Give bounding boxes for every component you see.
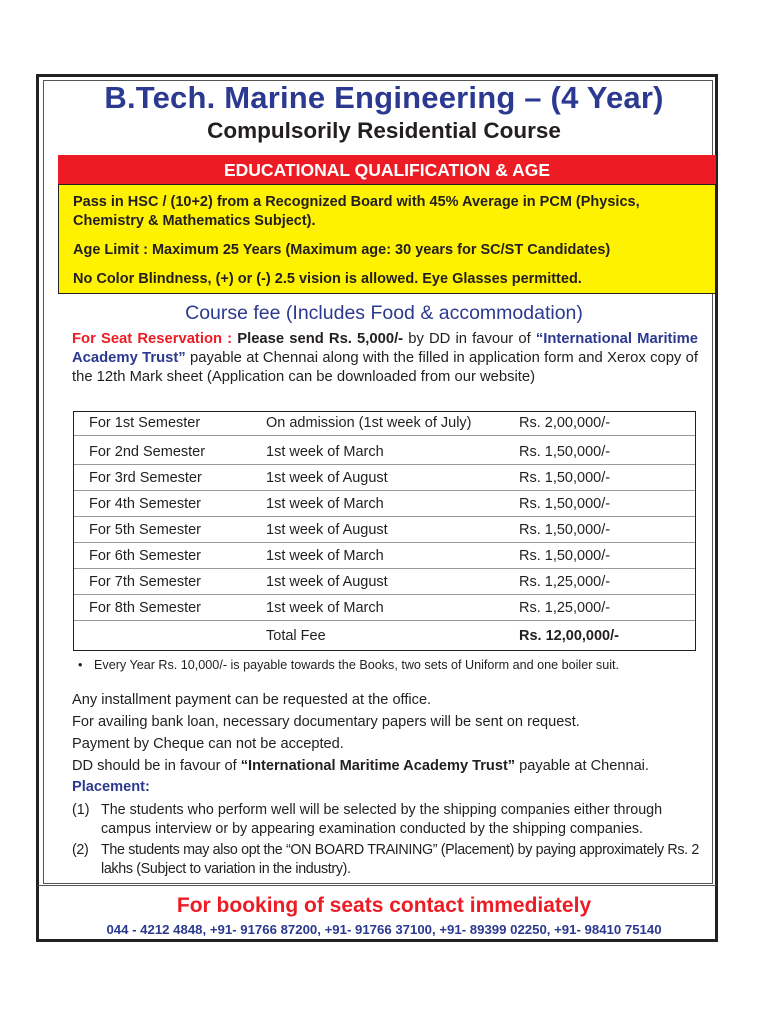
- fee-table: [73, 411, 696, 651]
- fee-due-date: 1st week of August: [266, 574, 388, 590]
- fee-due-date: On admission (1st week of July): [266, 415, 472, 431]
- installment-info: Any installment payment can be requested at the office.: [72, 692, 432, 708]
- placement-item-number: (2): [72, 842, 89, 858]
- fee-amount: Rs. 1,50,000/-: [519, 522, 611, 538]
- age-limit: Age Limit : Maximum 25 Years (Maximum age: 30 years for SC/ST Candidates): [73, 242, 611, 258]
- vision-requirement: No Color Blindness, (+) or (-) 2.5 vision is allowed. Eye Glasses permitted.: [73, 271, 582, 287]
- seat-dd-text: by DD in favour of: [403, 331, 536, 347]
- fee-due-date: 1st week of August: [266, 470, 388, 486]
- course-fee-heading: Course fee (Includes Food & accommodation): [185, 302, 583, 324]
- fee-amount: Rs. 1,50,000/-: [519, 496, 611, 512]
- books-note-text: Every Year Rs. 10,000/- is payable towards the Books, two sets of Uniform and one boiler suit.: [94, 658, 620, 672]
- fee-amount: Rs. 2,00,000/-: [519, 415, 611, 431]
- fee-row: [74, 439, 695, 465]
- fee-due-date: 1st week of March: [266, 600, 384, 616]
- fee-semester: For 8th Semester: [89, 600, 202, 616]
- total-label: Total Fee: [266, 628, 326, 644]
- dd-trust-name: “International Maritime Academy Trust”: [240, 758, 516, 774]
- fee-row: [74, 410, 695, 436]
- placement-label: Placement:: [72, 779, 150, 795]
- qualification-line-1: Pass in HSC / (10+2) from a Recognized Board with 45% Average in PCM (Physics,: [73, 194, 640, 210]
- dd-prefix: DD should be in favour of: [72, 758, 241, 774]
- fee-row: [74, 595, 695, 621]
- fee-amount: Rs. 1,50,000/-: [519, 470, 611, 486]
- cheque-info: Payment by Cheque can not be accepted.: [72, 736, 344, 752]
- page-subtitle: Compulsorily Residential Course: [207, 118, 561, 143]
- fee-amount: Rs. 1,50,000/-: [519, 444, 611, 460]
- contact-phones: 044 - 4212 4848, +91- 91766 87200, +91- 91766 37100, +91- 89399 02250, +91- 98410 75140: [106, 922, 662, 937]
- qualification-line-2: Chemistry & Mathematics Subject).: [73, 213, 316, 229]
- fee-row: [74, 517, 695, 543]
- fee-semester: For 1st Semester: [89, 415, 201, 431]
- fee-amount: Rs. 1,25,000/-: [519, 574, 611, 590]
- page-title: B.Tech. Marine Engineering – (4 Year): [104, 80, 664, 115]
- fee-due-date: 1st week of August: [266, 522, 388, 538]
- placement-item-text: The students may also opt the “ON BOARD TRAINING” (Placement) by paying approximately Rs. 2 lakhs (Subject to variation in the industry).: [101, 842, 699, 877]
- trust-name: “International Maritime Academy Trust”: [72, 331, 698, 366]
- total-amount: Rs. 12,00,000/-: [519, 628, 619, 644]
- seat-amount: Please send Rs. 5,000/-: [232, 331, 404, 347]
- bank-loan-info: For availing bank loan, necessary documentary papers will be sent on request.: [72, 714, 580, 730]
- qualification-box: [58, 184, 716, 294]
- fee-row: [74, 569, 695, 595]
- placement-item-text: The students who perform well will be selected by the shipping companies either through campus interview or by appearing examination conducted by the shipping companies.: [101, 802, 663, 837]
- seat-instructions: payable at Chennai along with the filled in application form and Xerox copy of the 12th Mark sheet (Application can be downloaded from our website): [72, 350, 699, 385]
- booking-heading: For booking of seats contact immediately: [176, 894, 592, 917]
- fee-semester: For 5th Semester: [89, 522, 202, 538]
- seat-reservation-label: For Seat Reservation :: [72, 331, 233, 347]
- fee-row: [74, 491, 695, 517]
- fee-semester: For 4th Semester: [89, 496, 202, 512]
- dd-info: [72, 758, 649, 774]
- fee-row: [74, 543, 695, 569]
- bullet-icon: •: [78, 658, 83, 672]
- fee-amount: Rs. 1,25,000/-: [519, 600, 611, 616]
- placement-item-number: (1): [72, 802, 90, 818]
- fee-semester: For 7th Semester: [89, 574, 202, 590]
- total-row: [74, 623, 695, 649]
- fee-due-date: 1st week of March: [266, 496, 384, 512]
- qualification-heading: EDUCATIONAL QUALIFICATION & AGE: [58, 155, 716, 184]
- footer-divider: [38, 885, 716, 886]
- dd-suffix: payable at Chennai.: [515, 758, 649, 774]
- fee-semester: For 6th Semester: [89, 548, 202, 564]
- fee-due-date: 1st week of March: [266, 444, 384, 460]
- fee-row: [74, 465, 695, 491]
- fee-amount: Rs. 1,50,000/-: [519, 548, 611, 564]
- fee-semester: For 3rd Semester: [89, 470, 202, 486]
- fee-semester: For 2nd Semester: [89, 444, 206, 460]
- fee-due-date: 1st week of March: [266, 548, 384, 564]
- seat-reservation-paragraph: [72, 330, 698, 387]
